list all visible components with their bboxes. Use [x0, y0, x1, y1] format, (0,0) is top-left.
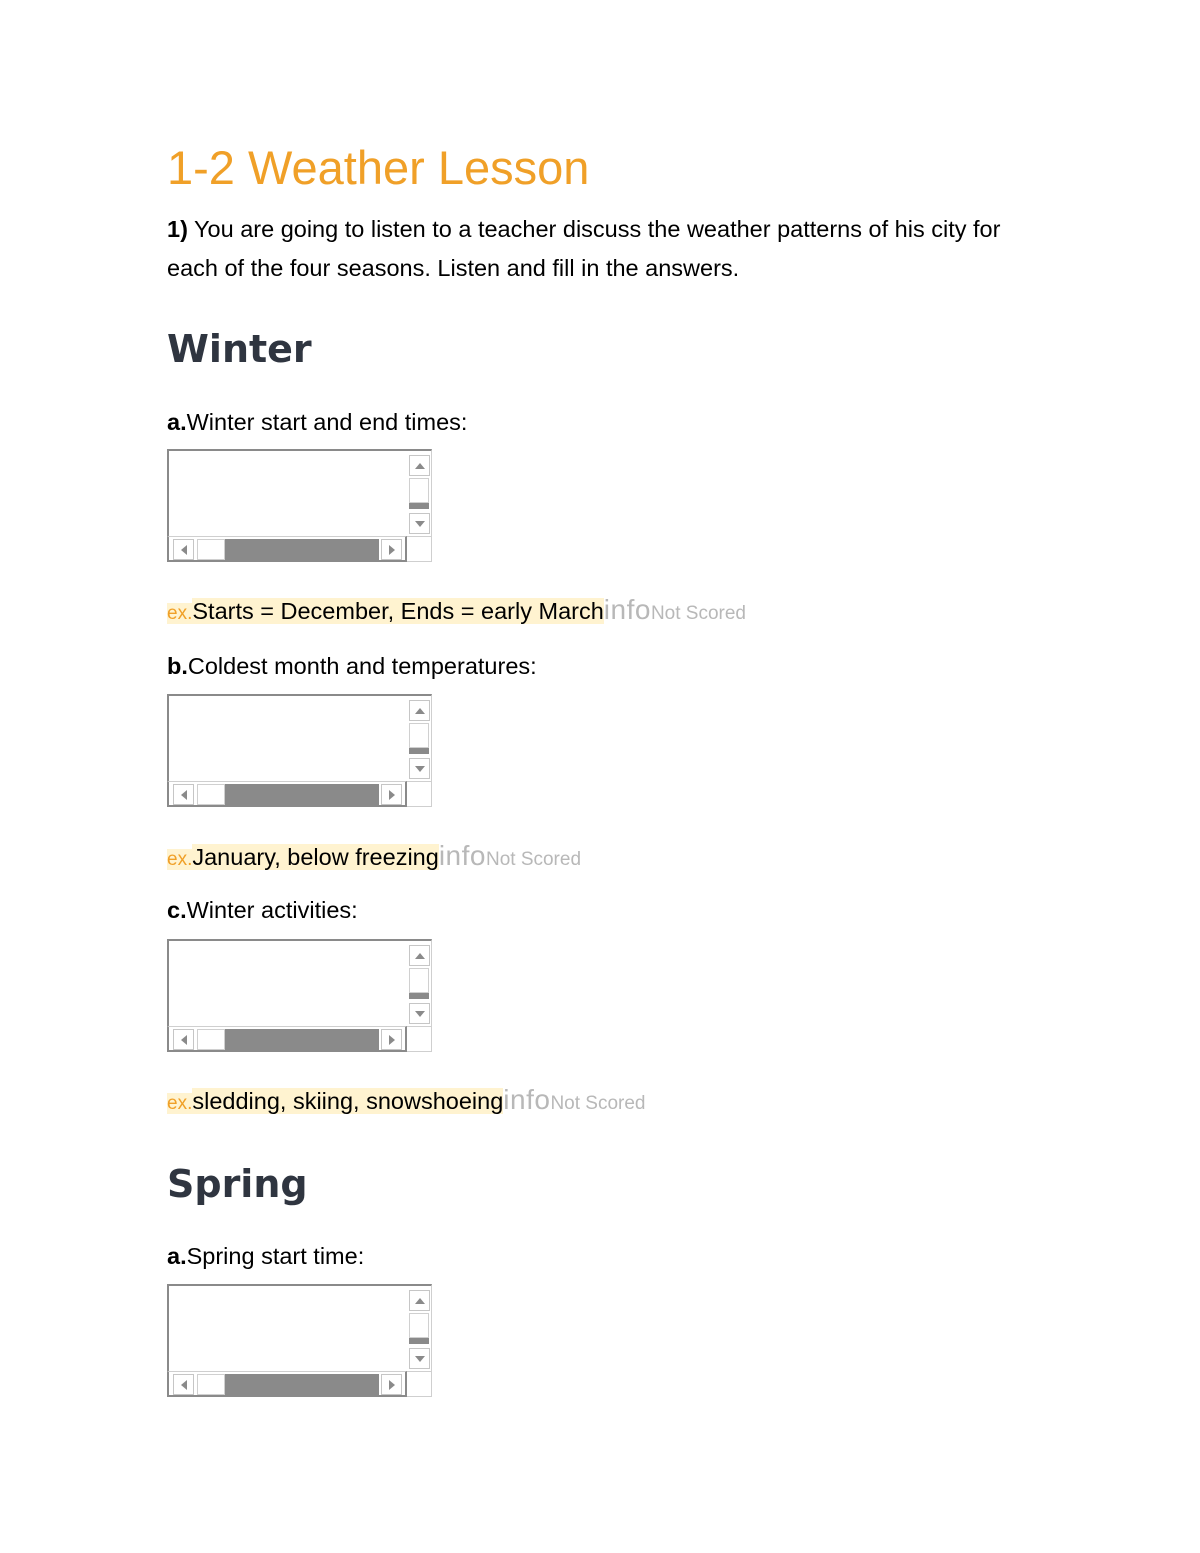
horizontal-scrollbar[interactable] [167, 1371, 407, 1397]
question-prompt: Winter start and end times: [186, 409, 468, 435]
score-status: Not Scored [485, 849, 582, 870]
scroll-up-arrow-icon[interactable] [409, 945, 430, 966]
question-spring-a [167, 1241, 364, 1271]
scroll-track[interactable] [197, 539, 225, 560]
example-text: January, below freezing [192, 844, 439, 870]
info-link[interactable]: info [503, 1084, 551, 1115]
scroll-track[interactable] [409, 1313, 429, 1338]
example-label: ex. [167, 1093, 193, 1114]
question-letter: b. [167, 653, 188, 679]
scroll-right-arrow-icon[interactable] [381, 539, 402, 560]
scroll-track[interactable] [409, 478, 429, 503]
scroll-thumb[interactable] [225, 1029, 379, 1050]
scroll-down-arrow-icon[interactable] [409, 1003, 430, 1024]
textarea-field[interactable] [167, 694, 410, 783]
resize-corner [407, 781, 432, 807]
scroll-left-arrow-icon[interactable] [173, 784, 194, 805]
textarea-field[interactable] [167, 1284, 410, 1373]
scroll-thumb[interactable] [409, 748, 429, 754]
answer-textarea-spring-a[interactable] [167, 1284, 432, 1397]
page-title: 1-2 Weather Lesson [167, 141, 590, 194]
answer-textarea-winter-a[interactable] [167, 449, 432, 562]
question-prompt: Spring start time: [186, 1243, 365, 1269]
question-prompt: Winter activities: [186, 897, 358, 923]
score-status: Not Scored [650, 603, 746, 624]
horizontal-scrollbar[interactable] [167, 781, 407, 807]
answer-textarea-winter-b[interactable] [167, 694, 432, 807]
example-winter-c [167, 1085, 645, 1119]
question-letter: a. [167, 1243, 187, 1269]
question-winter-b [167, 651, 537, 681]
scroll-thumb[interactable] [409, 993, 429, 999]
vertical-scrollbar[interactable] [407, 1284, 432, 1371]
scroll-track[interactable] [409, 968, 429, 993]
example-text: Starts = December, Ends = early March [192, 598, 604, 624]
textarea-field[interactable] [167, 449, 410, 538]
scroll-down-arrow-icon[interactable] [409, 758, 430, 779]
scroll-right-arrow-icon[interactable] [381, 1029, 402, 1050]
scroll-thumb[interactable] [225, 539, 379, 560]
question-prompt: Coldest month and temperatures: [187, 653, 537, 679]
example-text: sledding, skiing, snowshoeing [192, 1088, 504, 1114]
scroll-down-arrow-icon[interactable] [409, 513, 430, 534]
scroll-down-arrow-icon[interactable] [409, 1348, 430, 1369]
scroll-left-arrow-icon[interactable] [173, 539, 194, 560]
answer-textarea-winter-c[interactable] [167, 939, 432, 1052]
scroll-left-arrow-icon[interactable] [173, 1374, 194, 1395]
scroll-track[interactable] [197, 784, 225, 805]
scroll-left-arrow-icon[interactable] [173, 1029, 194, 1050]
vertical-scrollbar[interactable] [407, 449, 432, 536]
scroll-track[interactable] [197, 1374, 225, 1395]
question-letter: a. [167, 409, 187, 435]
resize-corner [407, 1026, 432, 1052]
instructions-text: You are going to listen to a teacher discuss the weather patterns of his city for each of the four seasons. Listen and fill in the answers. [167, 216, 1001, 281]
scroll-track[interactable] [409, 723, 429, 748]
scroll-up-arrow-icon[interactable] [409, 455, 430, 476]
scroll-track[interactable] [197, 1029, 225, 1050]
scroll-up-arrow-icon[interactable] [409, 700, 430, 721]
vertical-scrollbar[interactable] [407, 939, 432, 1026]
example-label: ex. [167, 849, 193, 870]
question-letter: c. [167, 897, 187, 923]
question-winter-a [167, 407, 467, 437]
resize-corner [407, 536, 432, 562]
section-heading-winter: Winter [167, 327, 312, 371]
example-winter-b [167, 841, 581, 875]
question-number: 1) [167, 216, 188, 242]
example-label: ex. [167, 603, 193, 624]
scroll-thumb[interactable] [409, 503, 429, 509]
info-link[interactable]: info [438, 840, 486, 871]
horizontal-scrollbar[interactable] [167, 1026, 407, 1052]
info-link[interactable]: info [603, 594, 651, 625]
scroll-right-arrow-icon[interactable] [381, 1374, 402, 1395]
question-winter-c [167, 895, 358, 925]
horizontal-scrollbar[interactable] [167, 536, 407, 562]
resize-corner [407, 1371, 432, 1397]
score-status: Not Scored [550, 1093, 646, 1114]
example-winter-a [167, 595, 746, 629]
textarea-field[interactable] [167, 939, 410, 1028]
scroll-thumb[interactable] [225, 1374, 379, 1395]
instructions [167, 210, 1027, 288]
scroll-right-arrow-icon[interactable] [381, 784, 402, 805]
scroll-up-arrow-icon[interactable] [409, 1290, 430, 1311]
scroll-thumb[interactable] [225, 784, 379, 805]
section-heading-spring: Spring [167, 1162, 308, 1206]
scroll-thumb[interactable] [409, 1338, 429, 1344]
vertical-scrollbar[interactable] [407, 694, 432, 781]
